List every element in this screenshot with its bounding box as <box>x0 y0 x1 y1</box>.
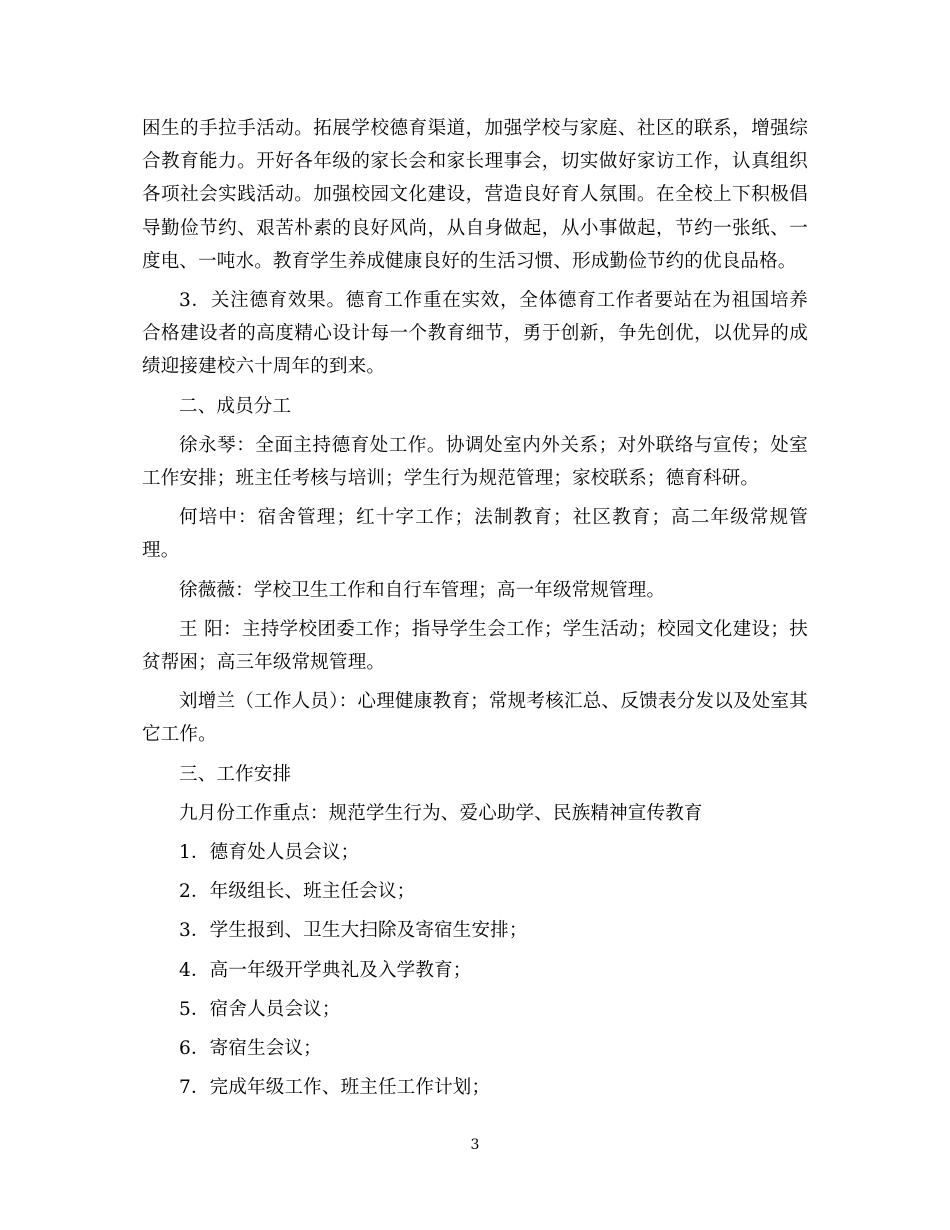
paragraph-role-he-peizhong: 何培中：宿舍管理；红十字工作；法制教育；社区教育；高二年级常规管理。 <box>142 507 808 562</box>
list-item: 4．高一年级开学典礼及入学教育； <box>179 959 472 981</box>
section-heading-member-roles: 二、成员分工 <box>179 395 292 417</box>
paragraph-role-xu-yongqin: 徐永琴：全面主持德育处工作。协调处室内外关系；对外联络与宣传；处室工作安排；班主任考核与培训；学生行为规范管理；家校联系；德育科研。 <box>142 434 808 490</box>
document-body <box>142 112 808 1110</box>
page-number: 3 <box>470 1137 480 1153</box>
paragraph-role-wang-yang: 王 阳：主持学校团委工作；指导学生会工作；学生活动；校园文化建设；扶贫帮困；高三年级常规管理。 <box>142 618 808 674</box>
section-heading-work-schedule: 三、工作安排 <box>179 763 292 785</box>
paragraph-continuation: 困生的手拉手活动。拓展学校德育渠道，加强学校与家庭、社区的联系，增强综合教育能力。开好各年级的家长会和家长理事会，切实做好家访工作，认真组织各项社会实践活动。加强校园文化建设，营造良好育人氛围。在全校上下积极倡导勤俭节约、艰苦朴素的良好风尚，从自身做起，从小事做起，节约一张纸、一度电、一吨水。教育学生养成健康良好的生活习惯、形成勤俭节约的优良品格。 <box>142 118 808 272</box>
paragraph-moral-education-effect: 3．关注德育效果。德育工作重在实效，全体德育工作者要站在为祖国培养合格建设者的高度精心设计每一个教育细节，勇于创新，争先创优，以优异的成绩迎接建校六十周年的到来。 <box>142 290 808 378</box>
paragraph-role-liu-zenglan: 刘增兰（工作人员）：心理健康教育；常规考核汇总、反馈表分发以及处室其它工作。 <box>142 691 808 746</box>
paragraph-role-xu-weiwei: 徐薇薇：学校卫生工作和自行车管理；高一年级常规管理。 <box>179 579 666 601</box>
list-item: 7．完成年级工作、班主任工作计划； <box>179 1077 491 1099</box>
list-item: 1．德育处人员会议； <box>179 842 360 864</box>
list-item: 5．宿舍人员会议； <box>179 998 341 1020</box>
list-item: 3．学生报到、卫生大扫除及寄宿生安排； <box>179 920 528 942</box>
list-item: 6．寄宿生会议； <box>179 1038 322 1060</box>
paragraph-september-focus: 九月份工作重点：规范学生行为、爱心助学、民族精神宣传教育 <box>179 802 703 824</box>
list-item: 2．年级组长、班主任会议； <box>179 881 416 903</box>
